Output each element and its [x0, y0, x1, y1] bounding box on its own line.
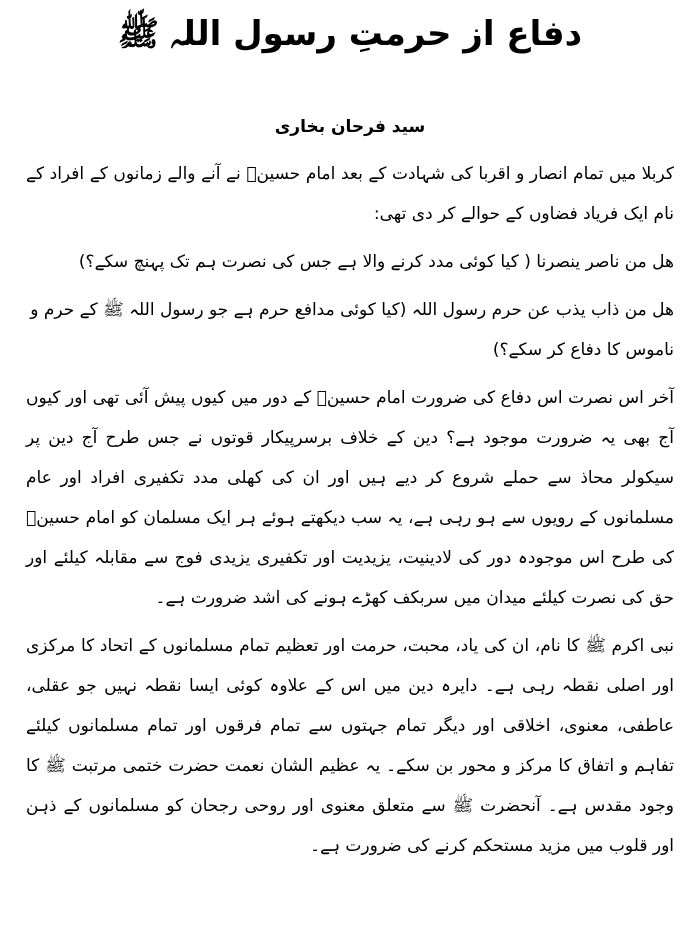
paragraph-prophet: نبی اکرم ﷺ کا نام، ان کی یاد، محبت، حرمت اور تعظیم تمام مسلمانوں کے اتحاد کا مرکزی اور اصلی نقطہ رہی ہے۔ دایرہ دین میں اس کے علاوہ کوئی ایسا نقطہ نہیں جو عقلی، عاطفی، معنوی، اخلاقی اور دیگر تمام جہتوں سے تمام فرقوں اور تمام مسلمانوں کیلئے تفاہم و اتفاق کا مرکز و محور بن سکے۔ یہ عظیم الشان نعمت حضرت ختمی مرتبت ﷺ کا وجود مقدس ہے۔ آنحضرت ﷺ سے متعلق معنوی اور روحی رجحان کو مسلمانوں کے ذہن اور قلوب میں مزید مستحکم کرنے کی ضرورت ہے۔ — [26, 636, 674, 856]
article-title: دفاع از حرمتِ رسول اللہ ﷺ — [117, 14, 583, 54]
quote-haram: ھل من ذاب یذب عن حرم رسول اللہ (کیا کوئی مدافع حرم ہے جو رسول اللہ ﷺ کے حرم و ناموس کا دفاع کر سکے؟) — [30, 300, 674, 360]
author-name: سید فرحان بخاری — [274, 117, 426, 137]
paragraph-intro: کربلا میں تمام انصار و اقربا کی شہادت کے بعد امام حسینؑ نے آنے والے زمانوں کے افراد کے نام ایک فریاد فضاوں کے حوالے کر دی تھی: — [26, 164, 674, 224]
paragraph-nusrat: آخر اس نصرت اس دفاع کی ضرورت امام حسینؑ کے دور میں کیوں پیش آئی تھی اور کیوں آج بھی یہ ضرورت موجود ہے؟ دین کے خلاف برسرپیکار قوتوں نے جس طرح آج دین پر سیکولر محاذ سے حملے شروع کر دیے ہیں اور ان کی کھلی مدد تکفیری افراد اور عام مسلمانوں کے رویوں سے ہو رہی ہے، یہ سب دیکھتے ہوئے ہر ایک مسلمان کو امام حسینؑ کی طرح اس موجودہ دور کی لادینیت، یزیدیت اور تکفیری یزیدی فوج سے مقابلہ کیلئے اور حق کی نصرت کیلئے میدان میں سربکف کھڑے ہونے کی اشد ضرورت ہے۔ — [26, 388, 674, 608]
quote-nasir: ھل من ناصر ینصرنا ( کیا کوئی مدد کرنے والا ہے جس کی نصرت ہم تک پہنچ سکے؟) — [78, 252, 674, 272]
